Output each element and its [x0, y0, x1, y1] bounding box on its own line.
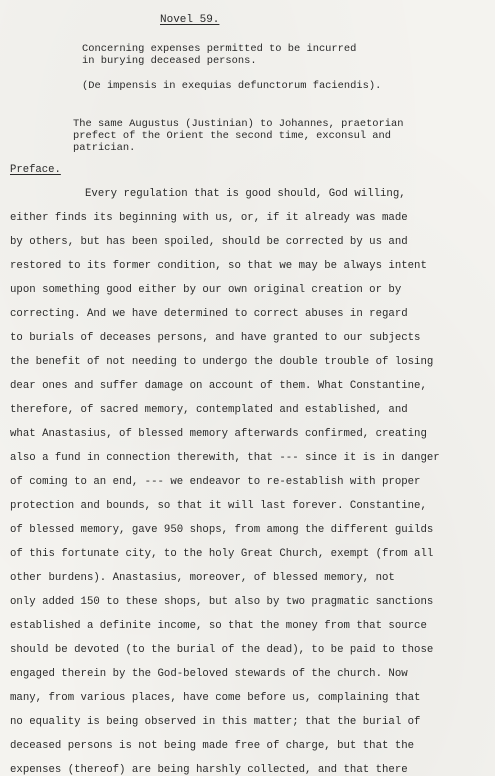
heading-line-1: Concerning expenses permitted to be incurred [82, 43, 357, 55]
body-line: established a definite income, so that the money from that source [10, 620, 427, 632]
body-line: many, from various places, have come before us, complaining that [10, 692, 421, 704]
body-line: should be devoted (to the burial of the dead), to be paid to those [10, 644, 434, 656]
body-line: correcting. And we have determined to correct abuses in regard [10, 308, 408, 320]
body-line: restored to its former condition, so that we may be always intent [10, 260, 427, 272]
body-line: protection and bounds, so that it will last forever. Constantine, [10, 500, 427, 512]
body-line: dear ones and suffer damage on account of them. What Constantine, [10, 380, 427, 392]
body-line: only added 150 to these shops, but also by two pragmatic sanctions [10, 596, 434, 608]
body-line: expenses (thereof) are being harshly collected, and that there [10, 764, 408, 776]
address-line-2: prefect of the Orient the second time, exconsul and [73, 130, 392, 142]
body-line: either finds its beginning with us, or, if it already was made [10, 212, 408, 224]
page-title: Novel 59. [160, 14, 220, 26]
latin-subtitle: (De impensis in exequias defunctorum faciendis). [82, 80, 382, 92]
address-line-3: patrician. [73, 142, 136, 154]
body-line: engaged therein by the God-beloved stewards of the church. Now [10, 668, 408, 680]
body-line: therefore, of sacred memory, contemplated and established, and [10, 404, 408, 416]
body-line: upon something good either by our own original creation or by [10, 284, 402, 296]
body-line: also a fund in connection therewith, that --- since it is in danger [10, 452, 440, 464]
body-line: other burdens). Anastasius, moreover, of blessed memory, not [10, 572, 395, 584]
body-line: to burials of deceases persons, and have granted to our subjects [10, 332, 421, 344]
section-label: Preface. [10, 164, 61, 176]
body-line: by others, but has been spoiled, should be corrected by us and [10, 236, 408, 248]
address-line-1: The same Augustus (Justinian) to Johannes, praetorian [73, 118, 404, 130]
body-line: of coming to an end, --- we endeavor to re-establish with proper [10, 476, 421, 488]
body-line: of this fortunate city, to the holy Great Church, exempt (from all [10, 548, 434, 560]
body-line: deceased persons is not being made free of charge, but that the [10, 740, 415, 752]
body-line: Every regulation that is good should, God willing, [85, 188, 406, 200]
body-line: the benefit of not needing to undergo the double trouble of losing [10, 356, 434, 368]
body-line: what Anastasius, of blessed memory afterwards confirmed, creating [10, 428, 427, 440]
body-line: of blessed memory, gave 950 shops, from among the different guilds [10, 524, 434, 536]
body-line: no equality is being observed in this matter; that the burial of [10, 716, 421, 728]
heading-line-2: in burying deceased persons. [82, 55, 257, 67]
